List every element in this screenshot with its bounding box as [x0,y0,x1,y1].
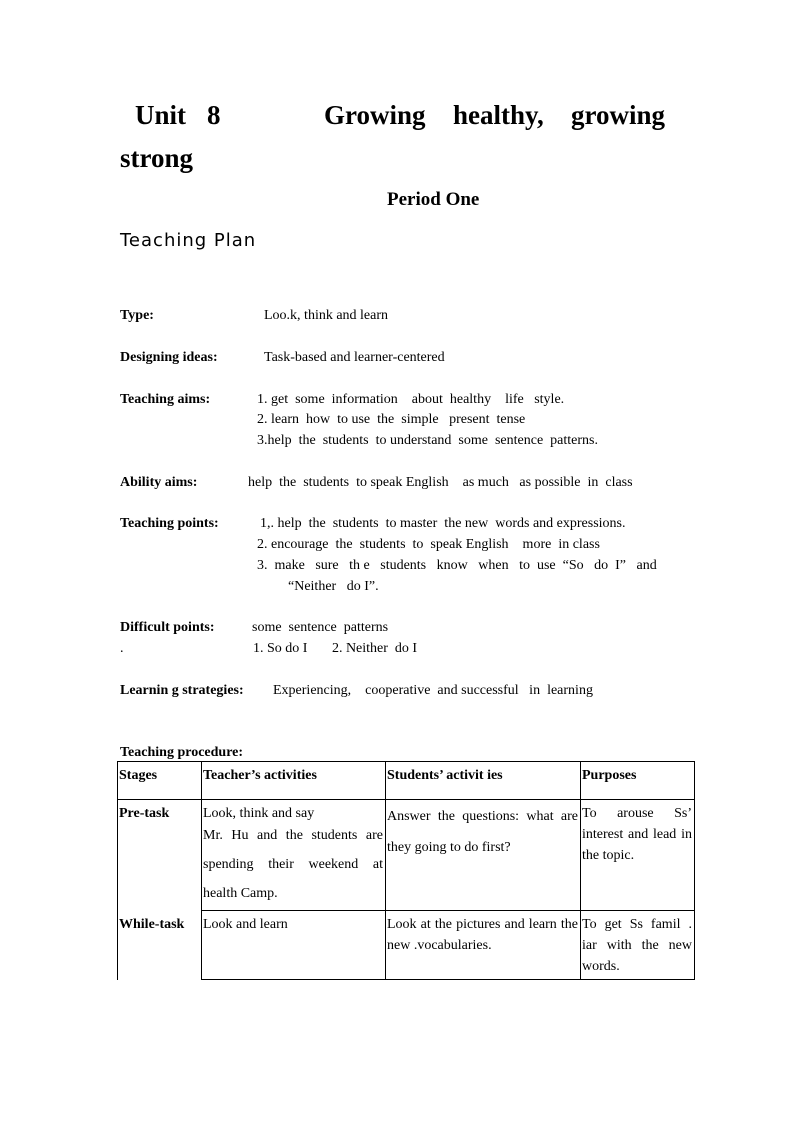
stage-while-task: While-task [118,911,202,980]
teacher-activity-pre-title: Look, think and say [203,806,315,821]
design-label: Designing ideas: [120,350,218,365]
plan-heading: Teaching Plan [120,230,257,251]
header-purposes: Purposes [581,762,695,800]
purpose-while: To get Ss famil . iar with the new words. [581,911,695,980]
header-stages: Stages [118,762,202,800]
aim-item-2: 2. learn how to use the simple present tense [257,412,526,427]
students-activity-while: Look at the pictures and learn the new .vocabularies. [386,911,581,980]
point-item-1: 1,. help the students to master the new words and expressions. [260,516,626,531]
procedure-table [117,761,695,980]
header-teacher: Teacher’s activities [202,762,386,800]
procedure-label: Teaching procedure: [120,745,244,760]
teacher-activity-while: Look and learn [202,911,386,980]
points-label: Teaching points: [120,516,219,531]
teacher-activity-pre [202,800,386,911]
aims-label: Teaching aims: [120,392,211,407]
students-activity-pre: Answer the questions: what are they going to do first? [386,800,581,911]
table-row [118,800,695,911]
teacher-activity-pre-detail: Mr. Hu and the students are spending their weekend at health Camp. [203,828,383,901]
title-word-growing: Growing [324,100,426,130]
difficult-items: 1. So do I 2. Neither do I [253,641,418,656]
ability-label: Ability aims: [120,475,198,490]
point-item-3-cont: “Neither do I”. [288,579,379,594]
type-label: Type: [120,308,154,323]
title-word-strong: strong [120,143,194,173]
type-value: Loo.k, think and learn [264,308,389,323]
point-item-3: 3. make sure th e students know when to use “So do I” and [257,558,657,573]
table-row [118,911,695,980]
difficult-dot: . [120,641,124,656]
title-word-growing-2: growing [571,100,666,130]
design-value: Task-based and learner-centered [264,350,445,365]
aim-item-3: 3.help the students to understand some sentence patterns. [257,433,598,448]
ability-value: help the students to speak English as much as possible in class [248,475,633,490]
title-word-unit: Unit [135,100,187,130]
table-header-row [118,762,695,800]
point-item-2: 2. encourage the students to speak English more in class [257,537,600,552]
stage-pre-task: Pre-task [118,800,202,911]
aim-item-1: 1. get some information about healthy life style. [257,392,565,407]
period-heading: Period One [387,189,480,210]
title-unit-number: 8 [207,100,221,130]
difficult-value: some sentence patterns [252,620,389,635]
title-word-healthy: healthy, [453,100,544,130]
difficult-label: Difficult points: [120,620,215,635]
header-students: Students’ activit ies [386,762,581,800]
strategies-value: Experiencing, cooperative and successful in learning [273,683,593,698]
strategies-label: Learnin g strategies: [120,683,244,698]
purpose-pre: To arouse Ss’ interest and lead in the topic. [581,800,695,911]
